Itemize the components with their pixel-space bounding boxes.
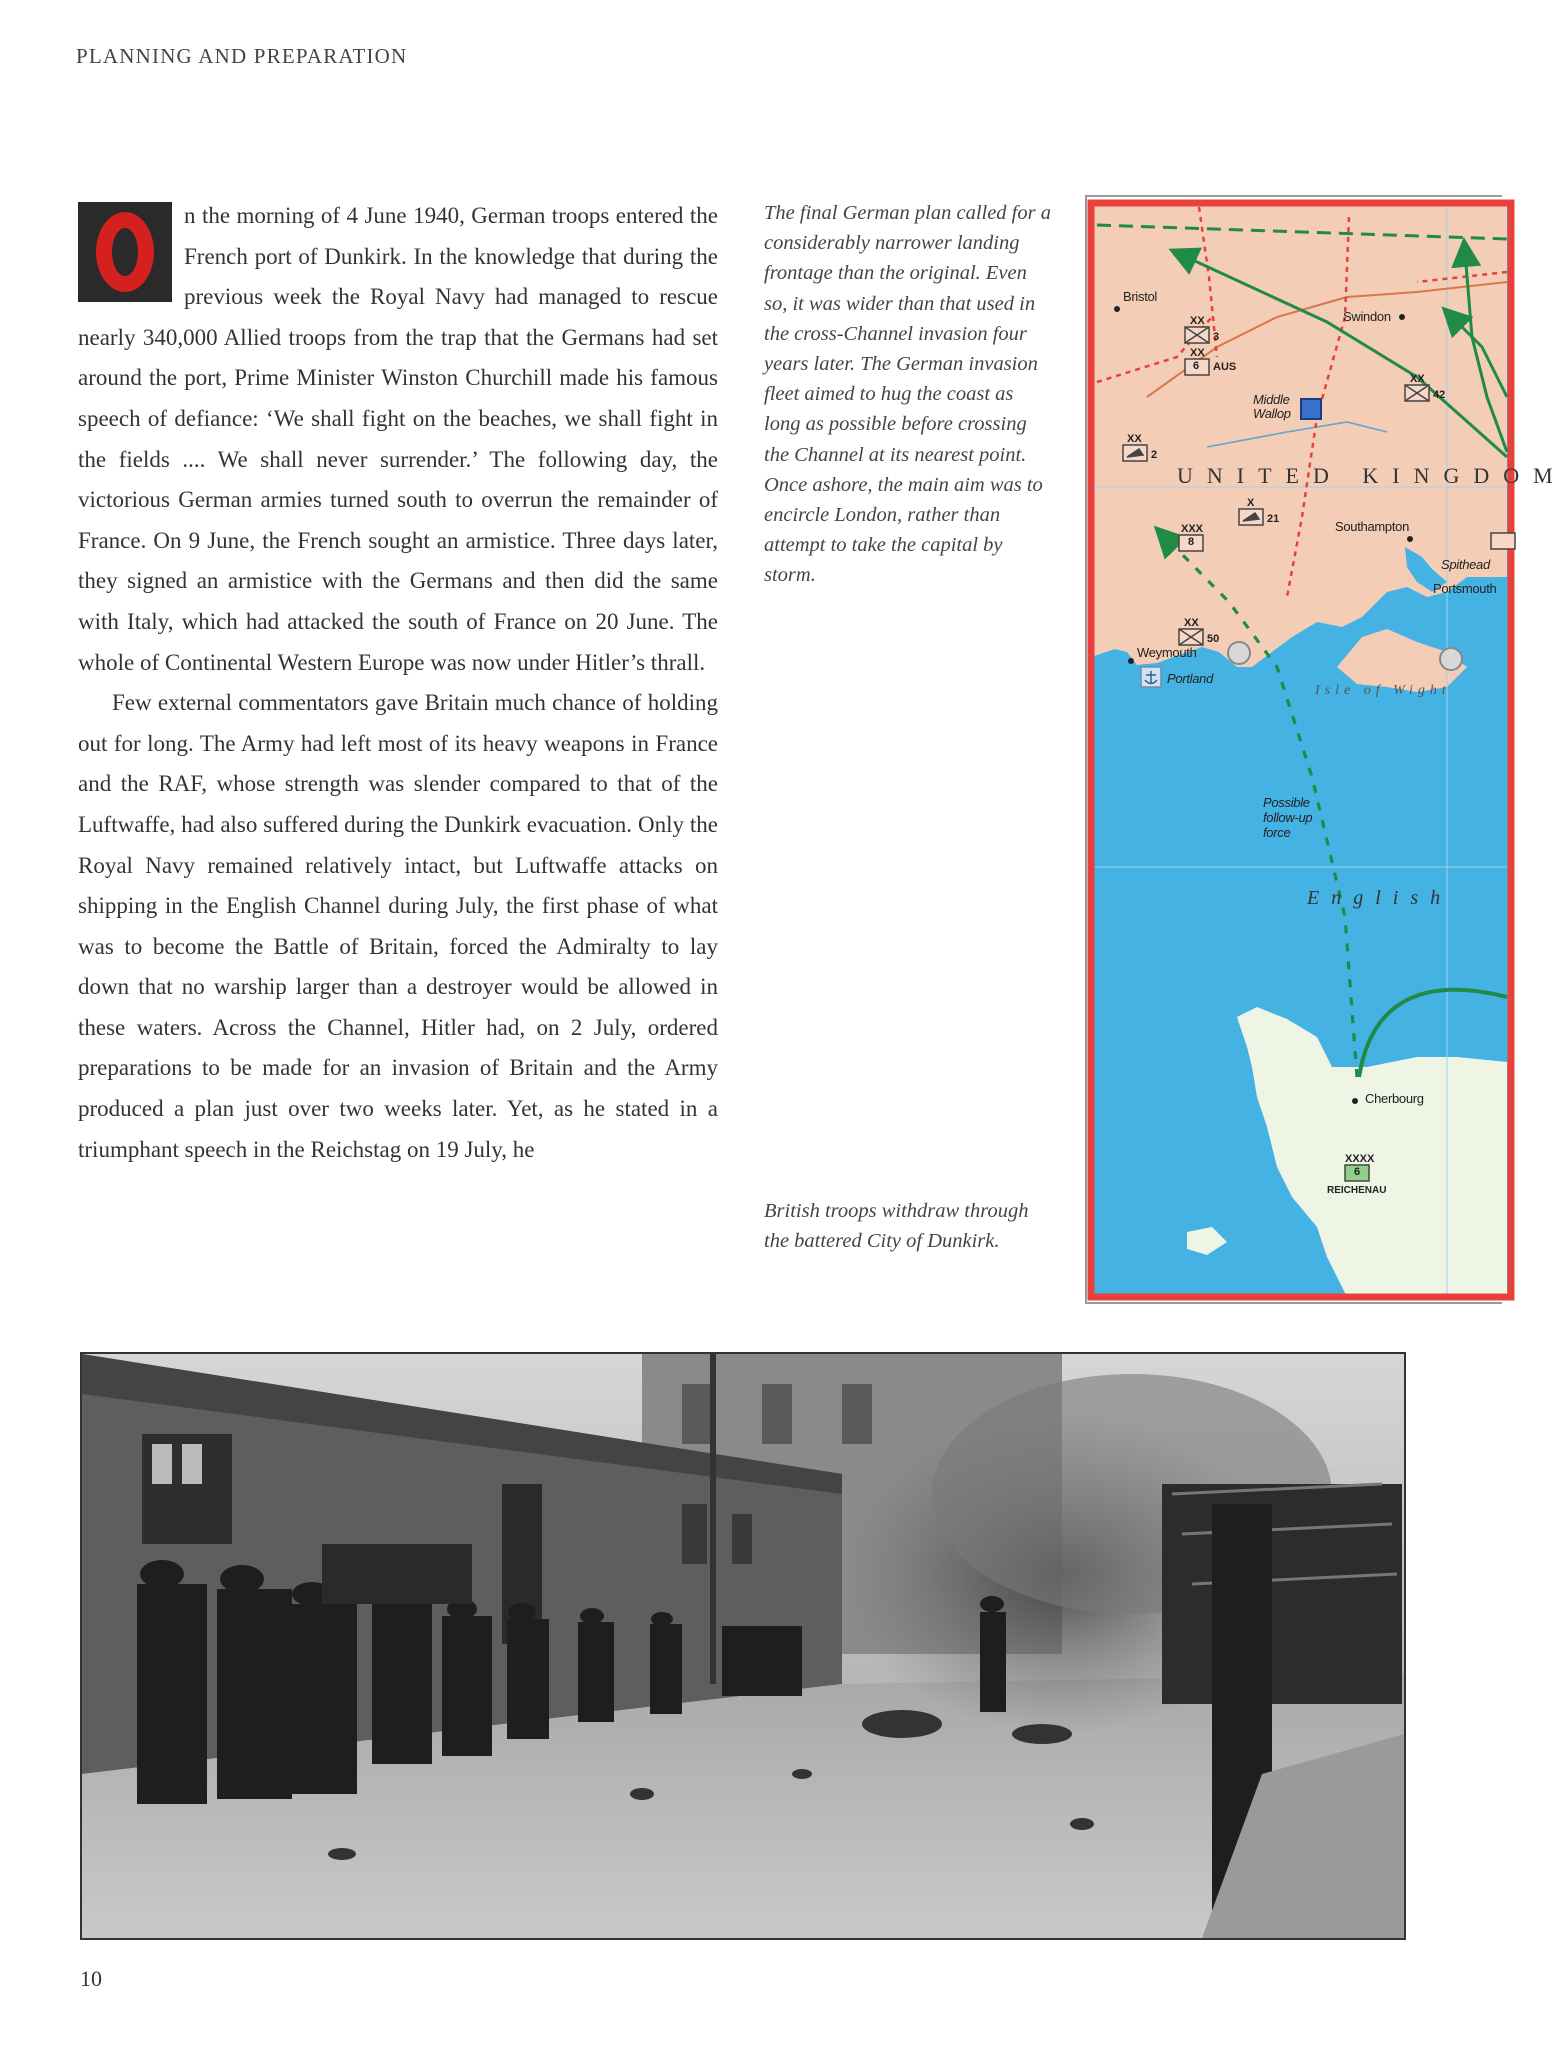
unit-1-size: XX xyxy=(1190,315,1205,327)
unit-6-size: XXX xyxy=(1181,523,1204,535)
unit-1-num: 3 xyxy=(1213,331,1220,343)
unit-8-num: 6 xyxy=(1354,1166,1361,1178)
bristol-dot xyxy=(1114,306,1120,312)
label-bristol: Bristol xyxy=(1123,289,1158,304)
unit-8-size: XXXX xyxy=(1345,1153,1375,1165)
invasion-map xyxy=(1085,195,1567,1304)
dunkirk-photo xyxy=(80,1352,1406,1940)
main-text xyxy=(78,196,718,1170)
radar-marker-icon xyxy=(1228,642,1250,664)
page-number: 10 xyxy=(80,1966,102,1991)
label-united-kingdom: UNITED KINGDOM xyxy=(1177,463,1567,488)
southampton-dot xyxy=(1407,536,1413,542)
label-weymouth: Weymouth xyxy=(1137,645,1197,660)
unit-3-num: 42 xyxy=(1433,389,1446,401)
unit-2-size: XX xyxy=(1190,347,1205,359)
unit-2-suffix: AUS xyxy=(1213,361,1237,373)
unit-6-num: 8 xyxy=(1188,536,1195,548)
drop-cap xyxy=(78,202,172,302)
paragraph-2: Few external commentators gave Britain much chance of holding out for long. The Army had left most of its heavy weapons in France and the RAF, whose strength was slender compared to that of the Luftwaffe, had also suffered during the Dunkirk evacuation. Only the Royal Navy remained relatively intact, but Luftwaffe attacks on shipping in the English Channel during July, the first phase of what was to become the Battle of Britain, forced the Admiralty to lay down that no warship larger than a destroyer would be allowed in these waters. Across the Channel, Hitler had, on 2 July, ordered preparations to be made for an invasion of Britain and the Army produced a plan just over two weeks later. Yet, as he stated in a triumphant speech in the Reichstag on 19 July, he xyxy=(78,690,718,1162)
drop-cap-oval xyxy=(96,212,154,292)
label-english-channel: English xyxy=(1307,887,1453,909)
paragraph-1: n the morning of 4 June 1940, German troops entered the French port of Dunkirk. In the knowledge that during the previous week the Royal Navy had managed to rescue nearly 340,000 Allied troops from the trap that the Germans had set around the port, Prime Minister Winston Churchill made his famous speech of defiance: ‘We shall fight on the beaches, we shall fight in the fields .... We shall never surrender.’ The following day, the victorious German armies turned south to overrun the remainder of France. On 9 June, the French sought an armistice. Three days later, they signed an armistice with the Germans and then did the same with Italy, which had attacked the south of France on 20 June. The whole of Continental Western Europe was now under Hitler’s thrall. xyxy=(78,203,718,675)
unit-8-name: REICHENAU xyxy=(1327,1185,1387,1196)
map-caption: The final German plan called for a considerably narrower landing frontage than the original. Even so, it was wider than that used in the cross-Channel invasion four years later. The German invasion fleet aimed to hug the coast as long as possible before crossing the Channel at its nearest point. Once ashore, the main aim was to encircle London, rather than attempt to take the capital by storm. xyxy=(764,202,1051,587)
weymouth-dot xyxy=(1128,658,1134,664)
label-swindon: Swindon xyxy=(1343,309,1391,324)
photo-graphic xyxy=(82,1354,1404,1938)
unit-7-size: XX xyxy=(1184,617,1199,629)
label-middle-wallop: Middle Wallop xyxy=(1253,392,1291,421)
radar-marker-icon xyxy=(1440,648,1462,670)
unit-3-size: XX xyxy=(1410,373,1425,385)
unit-4-num: 2 xyxy=(1151,449,1158,461)
airfield-icon xyxy=(1301,399,1321,419)
label-follow-up: Possible follow-up force xyxy=(1263,795,1313,840)
running-head: PLANNING AND PREPARATION xyxy=(76,44,408,68)
unit-2-num: 6 xyxy=(1193,360,1200,372)
swindon-dot xyxy=(1399,314,1405,320)
label-portland: Portland xyxy=(1167,671,1214,686)
label-spithead: Spithead xyxy=(1441,557,1490,572)
unit-5-num: 21 xyxy=(1267,513,1280,525)
unit-4-size: XX xyxy=(1127,433,1142,445)
label-cherbourg: Cherbourg xyxy=(1365,1091,1424,1106)
label-southampton: Southampton xyxy=(1335,519,1410,534)
unit-5-size: X xyxy=(1247,497,1255,509)
map-graphic xyxy=(1087,197,1502,1302)
photo-caption: British troops withdraw through the battered City of Dunkirk. xyxy=(764,1200,1029,1253)
label-portsmouth: Portsmouth xyxy=(1433,581,1497,596)
label-isle-of-wight: Isle of Wight xyxy=(1315,683,1451,698)
cherbourg-dot xyxy=(1352,1098,1358,1104)
unit-7-num: 50 xyxy=(1207,633,1220,645)
